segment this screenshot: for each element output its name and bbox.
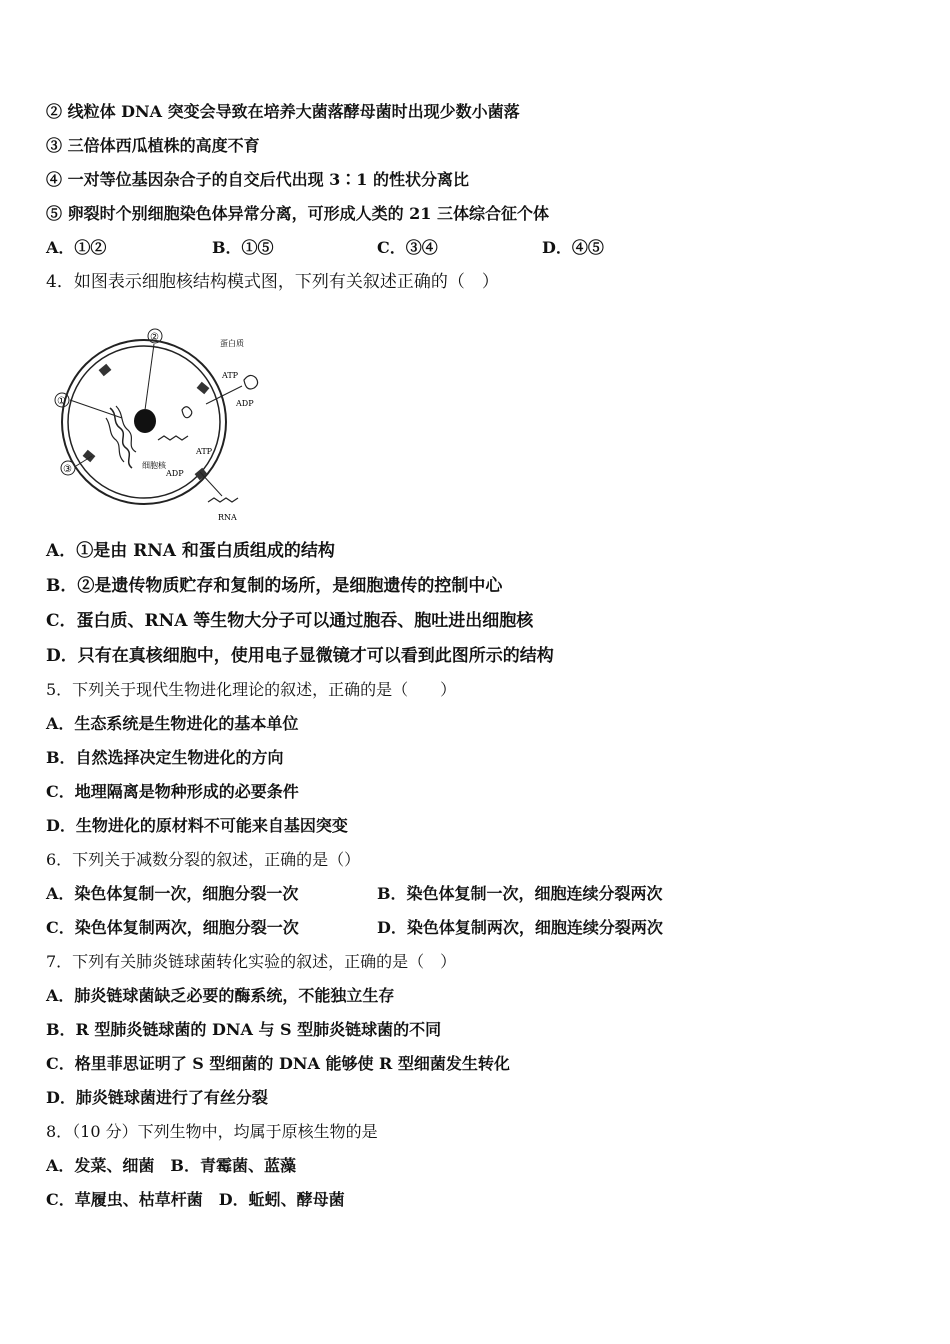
atp-top-label: ATP bbox=[222, 371, 239, 380]
q5-option-c: C．地理隔离是物种形成的必要条件 bbox=[46, 782, 299, 801]
adp-top-label: ADP bbox=[236, 399, 254, 408]
q7-option-c: C．格里菲思证明了 S 型细菌的 DNA 能够使 R 型细菌发生转化 bbox=[46, 1054, 510, 1073]
q4-stem: 4．如图表示细胞核结构模式图，下列有关叙述正确的（ ） bbox=[46, 272, 499, 292]
q6-option-c: C．染色体复制两次，细胞分裂一次 bbox=[46, 918, 299, 937]
nucleus-label: 细胞核 bbox=[142, 461, 166, 470]
q8-options-row-1: A．发菜、细菌 B．青霉菌、蓝藻 bbox=[46, 1156, 296, 1175]
q3-option-b: B．①⑤ bbox=[212, 238, 274, 257]
atp-bottom-label: ATP bbox=[196, 447, 213, 456]
arrow-bottom bbox=[200, 472, 222, 496]
rna-label: RNA bbox=[218, 513, 237, 522]
rna-chain-inside bbox=[158, 436, 188, 440]
q4-option-b: B．②是遗传物质贮存和复制的场所，是细胞遗传的控制中心 bbox=[46, 576, 503, 596]
q8-options-row-2: C．草履虫、枯草杆菌 D．蚯蚓、酵母菌 bbox=[46, 1190, 345, 1209]
q3-item-5: ⑤ 卵裂时个别细胞染色体异常分离，可形成人类的 21 三体综合征个体 bbox=[46, 204, 549, 223]
q5-stem: 5．下列关于现代生物进化理论的叙述，正确的是（ ） bbox=[46, 680, 457, 699]
q6-option-a: A．染色体复制一次，细胞分裂一次 bbox=[46, 884, 299, 903]
rna-chain-outside bbox=[208, 498, 238, 502]
label-1: ① bbox=[57, 396, 66, 407]
leader-line-1 bbox=[70, 400, 122, 418]
q3-item-2: ② 线粒体 DNA 突变会导致在培养大菌落酵母菌时出现少数小菌落 bbox=[46, 102, 520, 121]
q7-stem: 7．下列有关肺炎链球菌转化实验的叙述，正确的是（ ） bbox=[46, 952, 457, 971]
q3-option-a: A．①② bbox=[46, 238, 107, 257]
q5-option-b: B．自然选择决定生物进化的方向 bbox=[46, 748, 284, 767]
q3-item-4: ④ 一对等位基因杂合子的自交后代出现 3∶1 的性状分离比 bbox=[46, 170, 469, 189]
q6-option-b: B．染色体复制一次，细胞连续分裂两次 bbox=[377, 884, 663, 903]
q7-option-a: A．肺炎链球菌缺乏必要的酶系统，不能独立生存 bbox=[46, 986, 395, 1005]
q3-option-c: C．③④ bbox=[377, 238, 438, 257]
q3-option-d: D．④⑤ bbox=[542, 238, 604, 257]
adp-bottom-label: ADP bbox=[166, 469, 184, 478]
nuclear-pore bbox=[99, 364, 112, 377]
nucleolus bbox=[134, 409, 156, 433]
q3-item-3: ③ 三倍体西瓜植株的高度不育 bbox=[46, 136, 260, 155]
nuclear-pore bbox=[197, 382, 210, 395]
q4-option-d: D．只有在真核细胞中，使用电子显微镜才可以看到此图所示的结构 bbox=[46, 646, 554, 666]
q4-option-c: C．蛋白质、RNA 等生物大分子可以通过胞吞、胞吐进出细胞核 bbox=[46, 611, 534, 631]
nucleus-structure-figure bbox=[46, 322, 276, 528]
q7-option-b: B．R 型肺炎链球菌的 DNA 与 S 型肺炎链球菌的不同 bbox=[46, 1020, 442, 1039]
q5-option-a: A．生态系统是生物进化的基本单位 bbox=[46, 714, 299, 733]
label-3: ③ bbox=[63, 464, 72, 475]
protein-blob-inside bbox=[182, 407, 192, 418]
chromatin bbox=[106, 418, 124, 462]
q6-stem: 6．下列关于减数分裂的叙述，正确的是（） bbox=[46, 850, 361, 869]
q6-option-d: D．染色体复制两次，细胞连续分裂两次 bbox=[377, 918, 663, 937]
protein-outside bbox=[244, 375, 258, 389]
q4-option-a: A．①是由 RNA 和蛋白质组成的结构 bbox=[46, 541, 335, 561]
q5-option-d: D．生物进化的原材料不可能来自基因突变 bbox=[46, 816, 348, 835]
q7-option-d: D．肺炎链球菌进行了有丝分裂 bbox=[46, 1088, 268, 1107]
q8-stem: 8．（10 分）下列生物中，均属于原核生物的是 bbox=[46, 1122, 378, 1141]
protein-label: 蛋白质 bbox=[220, 339, 244, 348]
leader-line-2 bbox=[145, 344, 154, 410]
label-2: ② bbox=[150, 332, 159, 343]
